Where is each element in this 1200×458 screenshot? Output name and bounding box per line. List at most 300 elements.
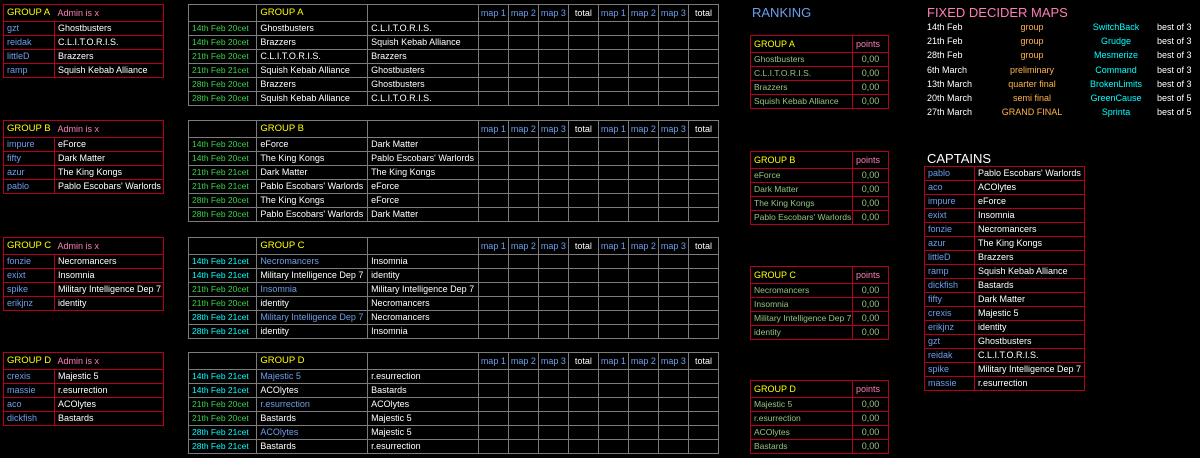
score-cell bbox=[598, 384, 628, 398]
decider-format: best of 3 bbox=[1157, 50, 1192, 61]
match-row bbox=[189, 255, 719, 269]
home-team: The King Kongs bbox=[257, 194, 368, 208]
match-date: 28th Feb 21cet bbox=[189, 311, 257, 325]
map-column-header: map 2 bbox=[508, 238, 538, 255]
group-title: GROUP C bbox=[751, 267, 853, 284]
score-cell bbox=[538, 440, 568, 454]
team-name: Necromancers bbox=[751, 284, 853, 298]
score-cell bbox=[598, 208, 628, 222]
score-cell bbox=[508, 208, 538, 222]
score-cell bbox=[628, 50, 658, 64]
home-team: Military Intelligence Dep 7 bbox=[257, 311, 368, 325]
score-cell bbox=[658, 283, 688, 297]
match-row bbox=[189, 283, 719, 297]
match-date: 14th Feb 21cet bbox=[189, 255, 257, 269]
match-table-group-a bbox=[188, 4, 719, 106]
score-cell bbox=[598, 22, 628, 36]
away-team: eForce bbox=[368, 180, 479, 194]
decider-date: 28th Feb bbox=[927, 50, 963, 61]
away-team: Brazzers bbox=[368, 50, 479, 64]
score-cell bbox=[688, 269, 718, 283]
decider-format: best of 3 bbox=[1157, 64, 1192, 75]
score-cell bbox=[478, 180, 508, 194]
decider-row bbox=[927, 63, 1197, 77]
score-cell bbox=[508, 440, 538, 454]
away-team: Squish Kebab Alliance bbox=[368, 36, 479, 50]
captain-team: Dark Matter bbox=[975, 293, 1085, 307]
score-cell bbox=[568, 152, 598, 166]
score-cell bbox=[688, 64, 718, 78]
score-cell bbox=[538, 426, 568, 440]
match-row bbox=[189, 440, 719, 454]
score-cell bbox=[508, 180, 538, 194]
group-title: GROUP C bbox=[4, 238, 55, 255]
match-date: 14th Feb 20cet bbox=[189, 138, 257, 152]
score-cell bbox=[688, 166, 718, 180]
score-cell bbox=[568, 64, 598, 78]
score-cell bbox=[478, 370, 508, 384]
team-name: Insomnia bbox=[751, 298, 853, 312]
ranking-table-group-b bbox=[750, 151, 889, 225]
team-points: 0,00 bbox=[853, 183, 889, 197]
score-cell bbox=[568, 180, 598, 194]
score-cell bbox=[538, 370, 568, 384]
map-column-header: map 2 bbox=[508, 121, 538, 138]
team-points: 0,00 bbox=[853, 169, 889, 183]
points-header: points bbox=[853, 36, 889, 53]
home-team: ACOlytes bbox=[257, 384, 368, 398]
map-column-header: map 3 bbox=[538, 5, 568, 22]
score-cell bbox=[508, 255, 538, 269]
player-name: fifty bbox=[4, 152, 55, 166]
match-row bbox=[189, 208, 719, 222]
decider-stage: group bbox=[1020, 50, 1044, 61]
captain-name: pablo bbox=[925, 167, 975, 181]
score-cell bbox=[628, 78, 658, 92]
match-date: 28th Feb 21cet bbox=[189, 440, 257, 454]
score-cell bbox=[688, 370, 718, 384]
match-row bbox=[189, 370, 719, 384]
score-cell bbox=[688, 180, 718, 194]
score-cell bbox=[538, 283, 568, 297]
match-header-blank bbox=[368, 353, 479, 370]
score-cell bbox=[658, 398, 688, 412]
decider-stage: preliminary bbox=[1009, 64, 1054, 75]
player-name: fonzie bbox=[4, 255, 55, 269]
score-cell bbox=[508, 398, 538, 412]
score-cell bbox=[538, 166, 568, 180]
match-date: 14th Feb 20cet bbox=[189, 152, 257, 166]
ranking-table-group-a bbox=[750, 35, 889, 109]
player-name: littleD bbox=[4, 50, 55, 64]
group-title: GROUP D bbox=[751, 381, 853, 398]
match-header-blank bbox=[368, 121, 479, 138]
score-cell bbox=[538, 64, 568, 78]
score-cell bbox=[658, 325, 688, 339]
decider-map: SwitchBack bbox=[1092, 22, 1140, 32]
score-cell bbox=[628, 412, 658, 426]
match-row bbox=[189, 297, 719, 311]
decider-format: best of 5 bbox=[1157, 93, 1192, 104]
match-header-blank bbox=[368, 5, 479, 22]
match-row bbox=[189, 269, 719, 283]
match-row bbox=[189, 180, 719, 194]
score-cell bbox=[568, 194, 598, 208]
away-team: r.esurrection bbox=[368, 440, 479, 454]
captain-name: exixt bbox=[925, 209, 975, 223]
decider-format: best of 3 bbox=[1157, 22, 1192, 32]
group-title: GROUP D bbox=[257, 353, 368, 370]
captain-team: The King Kongs bbox=[975, 237, 1085, 251]
score-cell bbox=[568, 370, 598, 384]
map-column-header: map 1 bbox=[478, 5, 508, 22]
player-name: impure bbox=[4, 138, 55, 152]
captain-team: Necromancers bbox=[975, 223, 1085, 237]
away-team: Insomnia bbox=[368, 255, 479, 269]
score-cell bbox=[598, 50, 628, 64]
score-cell bbox=[538, 138, 568, 152]
away-team: Necromancers bbox=[368, 297, 479, 311]
captain-name: massie bbox=[925, 377, 975, 391]
match-date: 21th Feb 20cet bbox=[189, 283, 257, 297]
admin-note: Admin is x bbox=[55, 121, 164, 138]
team-points: 0,00 bbox=[853, 398, 889, 412]
team-name: Bastards bbox=[55, 412, 164, 426]
team-name: identity bbox=[55, 297, 164, 311]
score-cell bbox=[508, 194, 538, 208]
home-team: Pablo Escobars' Warlords bbox=[257, 208, 368, 222]
score-cell bbox=[568, 22, 598, 36]
score-cell bbox=[658, 269, 688, 283]
captain-name: impure bbox=[925, 195, 975, 209]
away-team: r.esurrection bbox=[368, 370, 479, 384]
team-name: Squish Kebab Alliance bbox=[751, 95, 853, 109]
score-cell bbox=[598, 398, 628, 412]
score-cell bbox=[568, 50, 598, 64]
captain-team: Insomnia bbox=[975, 209, 1085, 223]
team-name: eForce bbox=[751, 169, 853, 183]
map-column-header: map 1 bbox=[598, 353, 628, 370]
team-points: 0,00 bbox=[853, 298, 889, 312]
match-header-blank bbox=[189, 5, 257, 22]
match-table-group-c bbox=[188, 237, 719, 339]
decider-date: 21th Feb bbox=[927, 36, 963, 47]
group-title: GROUP B bbox=[4, 121, 55, 138]
away-team: Insomnia bbox=[368, 325, 479, 339]
map-column-header: map 2 bbox=[508, 5, 538, 22]
team-name: Ghostbusters bbox=[751, 53, 853, 67]
player-name: dickfish bbox=[4, 412, 55, 426]
team-points: 0,00 bbox=[853, 211, 889, 225]
map-column-header: map 2 bbox=[628, 121, 658, 138]
match-date: 21th Feb 20cet bbox=[189, 297, 257, 311]
score-cell bbox=[508, 426, 538, 440]
home-team: Bastards bbox=[257, 440, 368, 454]
captains-table bbox=[924, 166, 1085, 391]
captain-row bbox=[925, 293, 1085, 307]
captain-row bbox=[925, 279, 1085, 293]
score-cell bbox=[598, 64, 628, 78]
score-cell bbox=[688, 138, 718, 152]
team-name: r.esurrection bbox=[751, 412, 853, 426]
score-cell bbox=[688, 36, 718, 50]
team-points: 0,00 bbox=[853, 95, 889, 109]
match-date: 14th Feb 21cet bbox=[189, 384, 257, 398]
score-cell bbox=[658, 311, 688, 325]
team-name: Majestic 5 bbox=[55, 370, 164, 384]
score-cell bbox=[688, 412, 718, 426]
map-column-header: map 3 bbox=[538, 238, 568, 255]
team-points: 0,00 bbox=[853, 67, 889, 81]
score-cell bbox=[598, 166, 628, 180]
score-cell bbox=[538, 412, 568, 426]
score-cell bbox=[478, 384, 508, 398]
map-column-header: map 2 bbox=[628, 353, 658, 370]
team-points: 0,00 bbox=[853, 426, 889, 440]
player-name: exixt bbox=[4, 269, 55, 283]
maps-title: FIXED DECIDER MAPS bbox=[927, 5, 1068, 20]
score-cell bbox=[478, 398, 508, 412]
away-team: Ghostbusters bbox=[368, 64, 479, 78]
match-row bbox=[189, 311, 719, 325]
score-cell bbox=[658, 255, 688, 269]
score-cell bbox=[628, 297, 658, 311]
decider-date: 27th March bbox=[927, 107, 973, 118]
decider-row bbox=[927, 91, 1197, 105]
team-points: 0,00 bbox=[853, 440, 889, 454]
score-cell bbox=[568, 208, 598, 222]
score-cell bbox=[628, 152, 658, 166]
decider-stage: group bbox=[1020, 36, 1044, 47]
player-name: pablo bbox=[4, 180, 55, 194]
decider-stage: group bbox=[1020, 22, 1044, 32]
match-row bbox=[189, 36, 719, 50]
score-cell bbox=[598, 92, 628, 106]
captain-row bbox=[925, 349, 1085, 363]
captain-name: fifty bbox=[925, 293, 975, 307]
captain-row bbox=[925, 251, 1085, 265]
match-header-blank bbox=[189, 121, 257, 138]
score-cell bbox=[568, 384, 598, 398]
score-cell bbox=[508, 384, 538, 398]
score-cell bbox=[478, 36, 508, 50]
match-row bbox=[189, 92, 719, 106]
score-cell bbox=[478, 22, 508, 36]
team-name: C.L.I.T.O.R.I.S. bbox=[751, 67, 853, 81]
map-column-header: map 2 bbox=[508, 353, 538, 370]
captain-name: dickfish bbox=[925, 279, 975, 293]
home-team: Majestic 5 bbox=[257, 370, 368, 384]
decider-map: Sprinta bbox=[1101, 107, 1131, 118]
decider-row bbox=[927, 48, 1197, 62]
ranking-title: RANKING bbox=[752, 5, 812, 20]
match-date: 28th Feb 20cet bbox=[189, 78, 257, 92]
score-cell bbox=[478, 92, 508, 106]
player-name: azur bbox=[4, 166, 55, 180]
captain-team: Pablo Escobars' Warlords bbox=[975, 167, 1085, 181]
score-cell bbox=[508, 325, 538, 339]
score-cell bbox=[568, 297, 598, 311]
player-name: spike bbox=[4, 283, 55, 297]
score-cell bbox=[658, 412, 688, 426]
score-cell bbox=[598, 325, 628, 339]
match-row bbox=[189, 384, 719, 398]
score-cell bbox=[478, 440, 508, 454]
home-team: Pablo Escobars' Warlords bbox=[257, 180, 368, 194]
score-cell bbox=[508, 412, 538, 426]
score-cell bbox=[658, 194, 688, 208]
score-cell bbox=[568, 269, 598, 283]
team-name: Brazzers bbox=[751, 81, 853, 95]
map-column-header: map 1 bbox=[478, 121, 508, 138]
decider-row bbox=[927, 20, 1197, 34]
team-name: The King Kongs bbox=[55, 166, 164, 180]
captain-row bbox=[925, 167, 1085, 181]
group-title: GROUP A bbox=[751, 36, 853, 53]
score-cell bbox=[658, 22, 688, 36]
captain-row bbox=[925, 265, 1085, 279]
points-header: points bbox=[853, 267, 889, 284]
score-cell bbox=[568, 311, 598, 325]
score-cell bbox=[538, 180, 568, 194]
score-cell bbox=[568, 283, 598, 297]
away-team: identity bbox=[368, 269, 479, 283]
score-cell bbox=[568, 255, 598, 269]
score-cell bbox=[628, 370, 658, 384]
score-cell bbox=[538, 78, 568, 92]
team-name: Bastards bbox=[751, 440, 853, 454]
captain-name: fonzie bbox=[925, 223, 975, 237]
score-cell bbox=[688, 92, 718, 106]
score-cell bbox=[658, 208, 688, 222]
team-name: ACOlytes bbox=[751, 426, 853, 440]
away-team: Pablo Escobars' Warlords bbox=[368, 152, 479, 166]
player-name: aco bbox=[4, 398, 55, 412]
team-name: identity bbox=[751, 326, 853, 340]
match-date: 14th Feb 21cet bbox=[189, 269, 257, 283]
home-team: ACOlytes bbox=[257, 426, 368, 440]
team-name: Military Intelligence Dep 7 bbox=[55, 283, 164, 297]
score-cell bbox=[658, 384, 688, 398]
captain-row bbox=[925, 321, 1085, 335]
captain-row bbox=[925, 307, 1085, 321]
score-cell bbox=[628, 440, 658, 454]
captain-team: eForce bbox=[975, 195, 1085, 209]
score-cell bbox=[538, 22, 568, 36]
admin-note: Admin is x bbox=[55, 353, 164, 370]
match-row bbox=[189, 152, 719, 166]
score-cell bbox=[568, 166, 598, 180]
decider-maps-table bbox=[927, 20, 1197, 119]
captain-row bbox=[925, 209, 1085, 223]
score-cell bbox=[628, 283, 658, 297]
decider-format: best of 3 bbox=[1157, 78, 1192, 89]
score-cell bbox=[658, 426, 688, 440]
score-cell bbox=[658, 370, 688, 384]
score-cell bbox=[598, 440, 628, 454]
captain-row bbox=[925, 223, 1085, 237]
decider-row bbox=[927, 77, 1197, 91]
team-points: 0,00 bbox=[853, 326, 889, 340]
map-column-header: total bbox=[568, 238, 598, 255]
admin-table-group-b bbox=[3, 120, 164, 194]
score-cell bbox=[478, 255, 508, 269]
score-cell bbox=[538, 50, 568, 64]
score-cell bbox=[688, 440, 718, 454]
match-row bbox=[189, 78, 719, 92]
match-header-blank bbox=[189, 238, 257, 255]
score-cell bbox=[628, 269, 658, 283]
away-team: Dark Matter bbox=[368, 208, 479, 222]
captain-team: Ghostbusters bbox=[975, 335, 1085, 349]
match-date: 21th Feb 20cet bbox=[189, 50, 257, 64]
captain-row bbox=[925, 377, 1085, 391]
home-team: identity bbox=[257, 297, 368, 311]
home-team: Brazzers bbox=[257, 36, 368, 50]
team-name: ACOlytes bbox=[55, 398, 164, 412]
home-team: C.L.I.T.O.R.I.S. bbox=[257, 50, 368, 64]
match-header-blank bbox=[368, 238, 479, 255]
team-name: Insomnia bbox=[55, 269, 164, 283]
score-cell bbox=[508, 64, 538, 78]
decider-stage: quarter final bbox=[1008, 78, 1056, 89]
map-column-header: map 3 bbox=[658, 121, 688, 138]
captain-name: gzt bbox=[925, 335, 975, 349]
score-cell bbox=[658, 36, 688, 50]
score-cell bbox=[688, 208, 718, 222]
score-cell bbox=[538, 194, 568, 208]
score-cell bbox=[568, 138, 598, 152]
score-cell bbox=[628, 311, 658, 325]
map-column-header: map 1 bbox=[598, 121, 628, 138]
captain-row bbox=[925, 195, 1085, 209]
player-name: ramp bbox=[4, 64, 55, 78]
score-cell bbox=[688, 152, 718, 166]
score-cell bbox=[508, 166, 538, 180]
score-cell bbox=[598, 36, 628, 50]
score-cell bbox=[568, 92, 598, 106]
team-points: 0,00 bbox=[853, 197, 889, 211]
captain-name: spike bbox=[925, 363, 975, 377]
match-date: 28th Feb 21cet bbox=[189, 325, 257, 339]
score-cell bbox=[628, 22, 658, 36]
match-date: 21th Feb 21cet bbox=[189, 64, 257, 78]
score-cell bbox=[658, 78, 688, 92]
score-cell bbox=[628, 36, 658, 50]
score-cell bbox=[688, 384, 718, 398]
score-cell bbox=[598, 194, 628, 208]
match-date: 21th Feb 20cet bbox=[189, 412, 257, 426]
team-name: Dark Matter bbox=[55, 152, 164, 166]
score-cell bbox=[658, 92, 688, 106]
team-name: Squish Kebab Alliance bbox=[55, 64, 164, 78]
score-cell bbox=[598, 370, 628, 384]
match-date: 21th Feb 21cet bbox=[189, 180, 257, 194]
match-date: 28th Feb 20cet bbox=[189, 92, 257, 106]
away-team: Ghostbusters bbox=[368, 78, 479, 92]
decider-format: best of 3 bbox=[1157, 36, 1192, 47]
map-column-header: total bbox=[568, 5, 598, 22]
team-name: r.esurrection bbox=[55, 384, 164, 398]
score-cell bbox=[628, 398, 658, 412]
map-column-header: map 1 bbox=[478, 353, 508, 370]
score-cell bbox=[508, 36, 538, 50]
score-cell bbox=[628, 194, 658, 208]
decider-map: Command bbox=[1095, 64, 1137, 75]
captain-team: ACOlytes bbox=[975, 181, 1085, 195]
ranking-table-group-c bbox=[750, 266, 889, 340]
score-cell bbox=[508, 297, 538, 311]
